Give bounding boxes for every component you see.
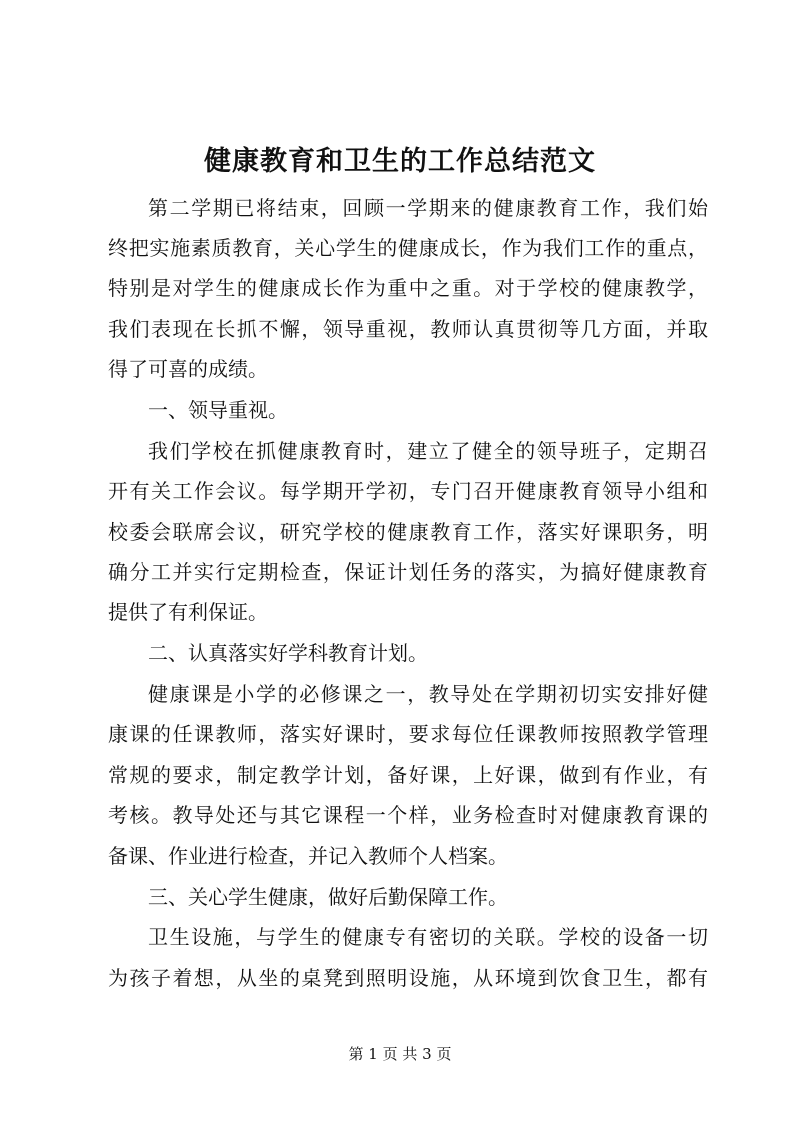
body-line: 常规的要求，制定教学计划，备好课，上好课，做到有作业，有 [108, 763, 708, 787]
section-heading: 一、领导重视。 [148, 398, 288, 422]
body-line: 确分工并实行定期检查，保证计划任务的落实，为搞好健康教育 [108, 560, 708, 584]
body-line: 第二学期已将结束，回顾一学期来的健康教育工作，我们始 [148, 196, 708, 220]
section-heading: 三、关心学生健康，做好后勤保障工作。 [148, 885, 508, 909]
body-line: 卫生设施，与学生的健康专有密切的关联。学校的设备一切 [148, 925, 708, 949]
document-title: 健康教育和卫生的工作总结范文 [204, 146, 596, 177]
body-line: 开有关工作会议。每学期开学初，专门召开健康教育领导小组和 [108, 479, 708, 503]
section-heading: 二、认真落实好学科教育计划。 [148, 641, 428, 665]
body-line: 提供了有利保证。 [108, 600, 268, 624]
body-line: 特别是对学生的健康成长作为重中之重。对于学校的健康教学， [108, 276, 708, 300]
body-line: 为孩子着想，从坐的桌凳到照明设施，从环境到饮食卫生，都有 [108, 966, 708, 990]
page-number-footer: 第 1 页 共 3 页 [348, 1045, 452, 1063]
body-line: 得了可喜的成绩。 [108, 357, 268, 381]
body-line: 终把实施素质教育，关心学生的健康成长，作为我们工作的重点， [108, 236, 708, 260]
body-line: 备课、作业进行检查，并记入教师个人档案。 [108, 844, 508, 868]
body-line: 康课的任课教师，落实好课时，要求每位任课教师按照教学管理 [108, 722, 708, 746]
body-line: 考核。教导处还与其它课程一个样，业务检查时对健康教育课的 [108, 803, 708, 827]
body-line: 健康课是小学的必修课之一，教导处在学期初切实安排好健 [148, 682, 708, 706]
body-line: 我们表现在长抓不懈，领导重视，教师认真贯彻等几方面，并取 [108, 317, 708, 341]
body-line: 我们学校在抓健康教育时，建立了健全的领导班子，定期召 [148, 439, 708, 463]
body-line: 校委会联席会议，研究学校的健康教育工作，落实好课职务，明 [108, 520, 708, 544]
